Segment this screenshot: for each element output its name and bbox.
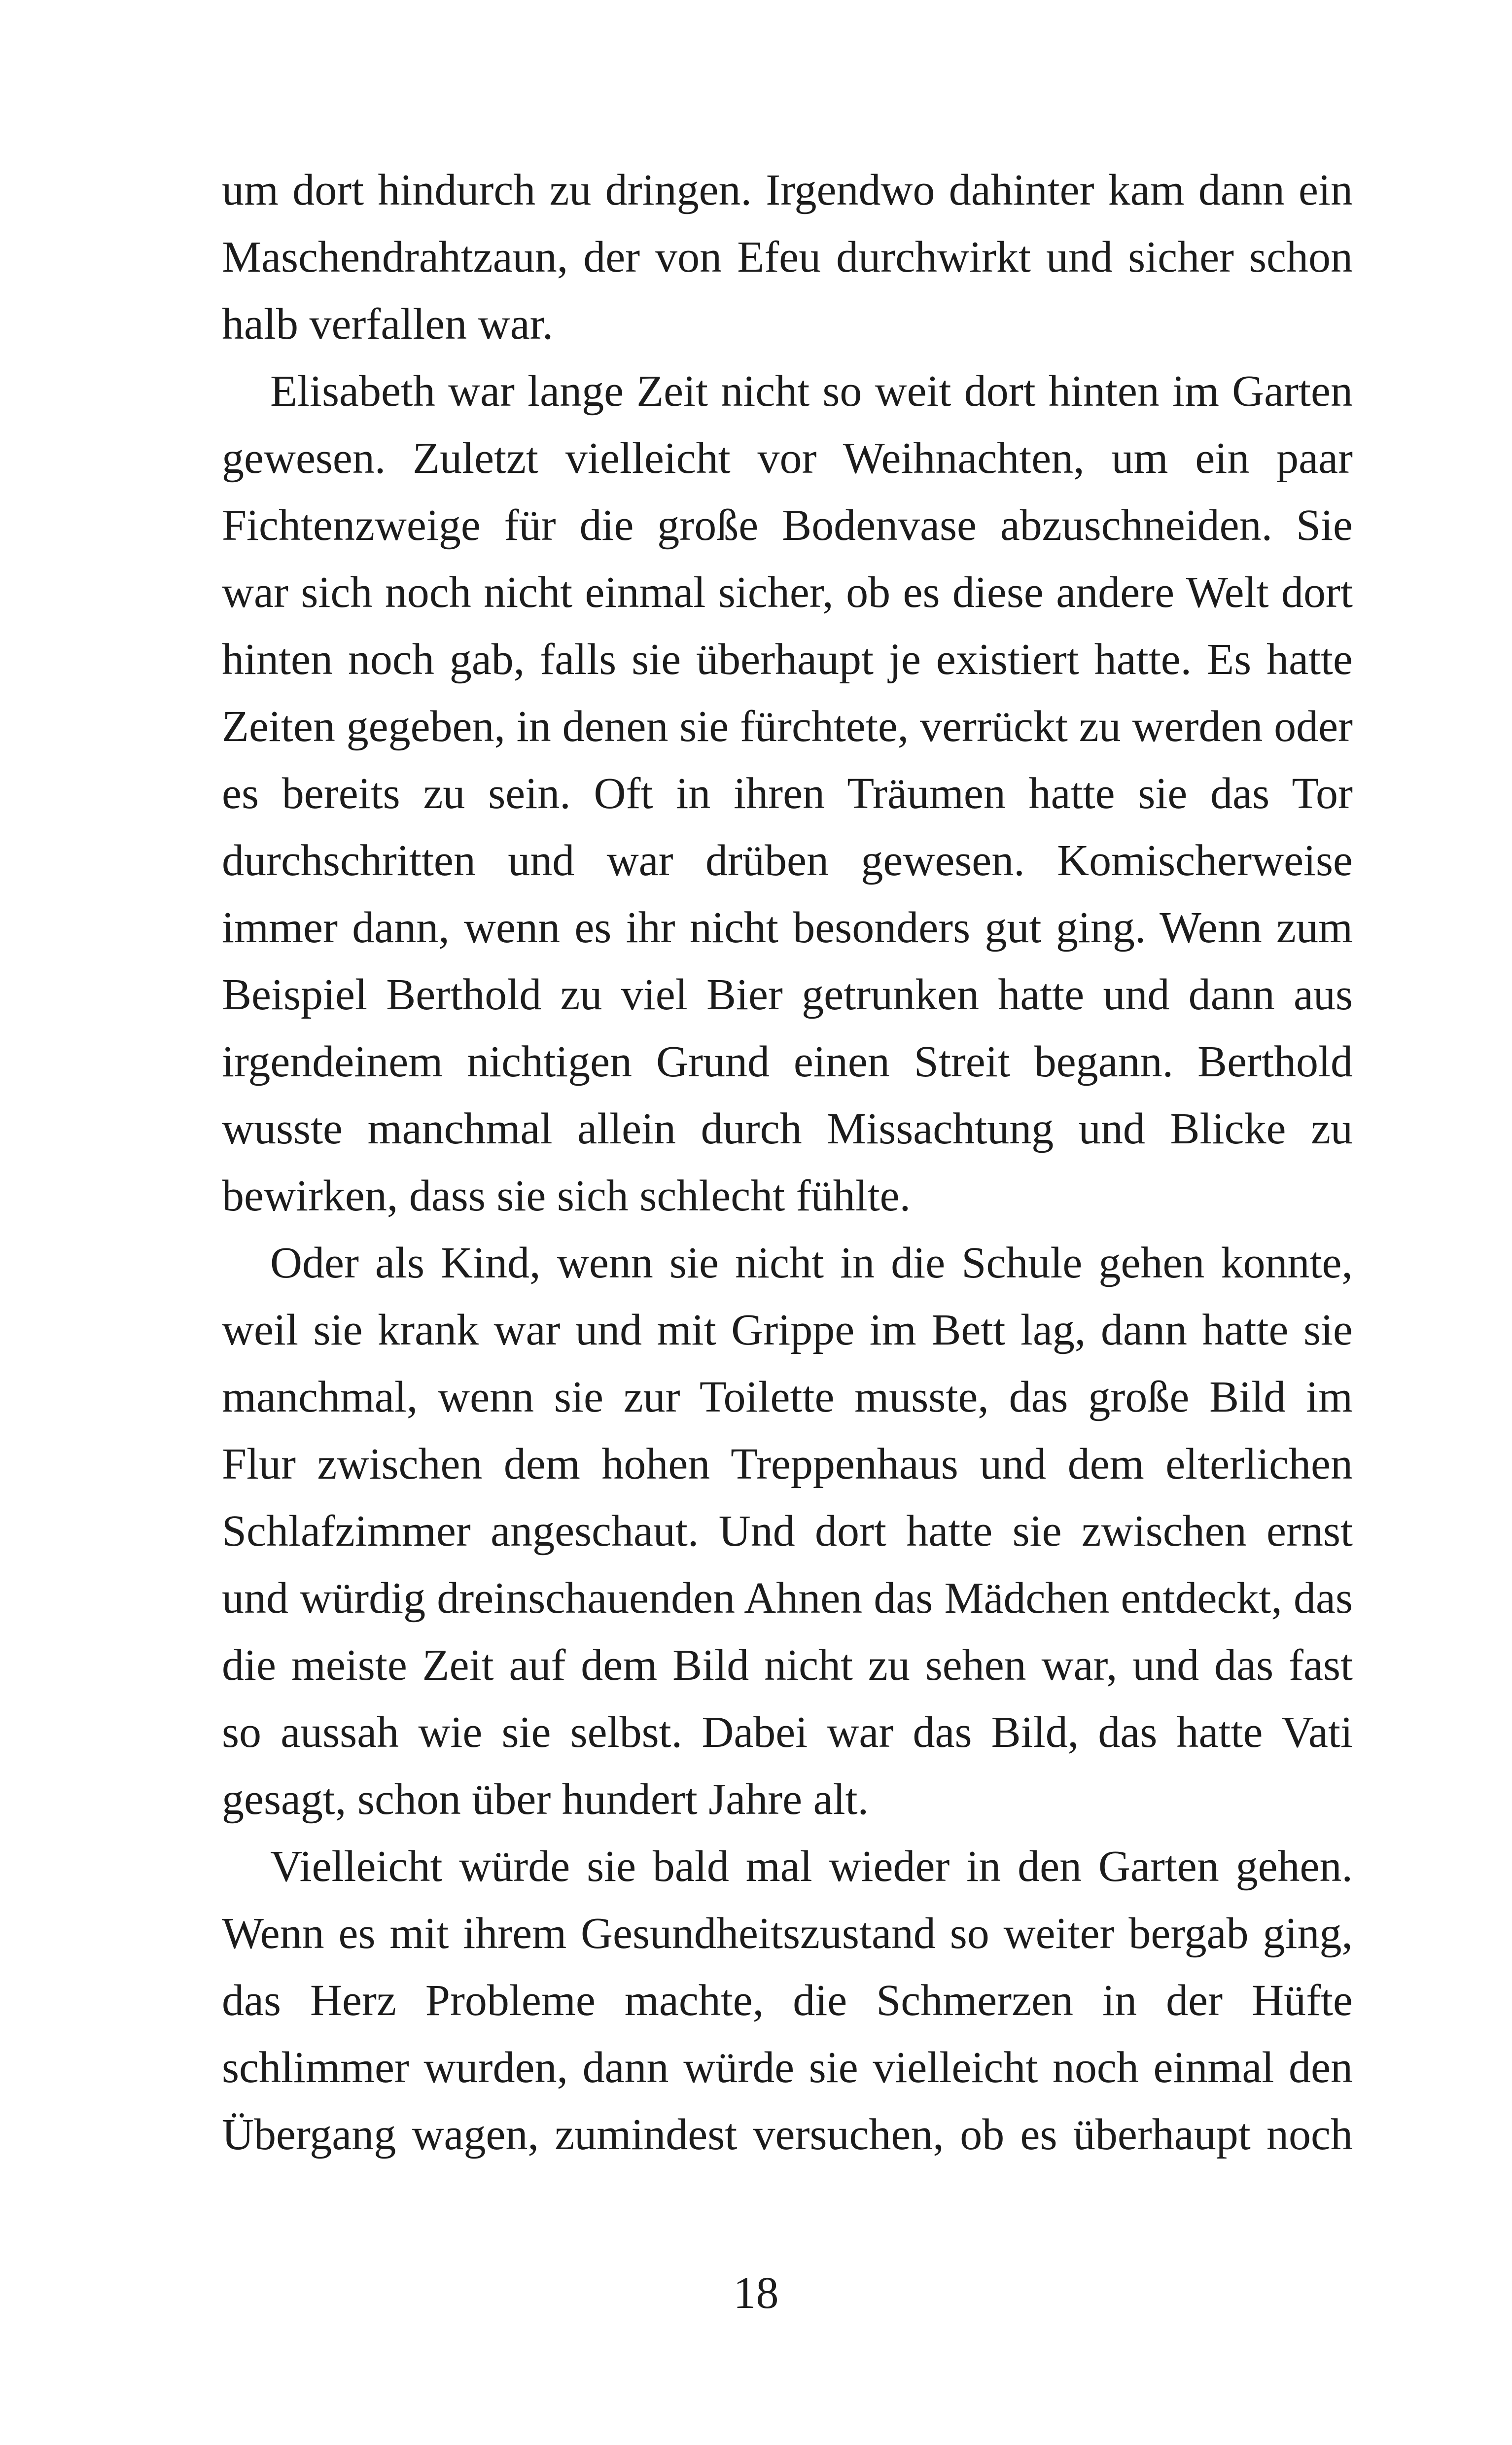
paragraph: Oder als Kind, wenn sie nicht in die Schule gehen konnte, weil sie krank war und mit Grippe im Bett lag, dann hatte sie manchmal, wenn sie zur Toilette musste, das große Bild im Flur zwischen dem hohen Treppenhaus und dem elterlichen Schlafzimmer angeschaut. Und dort hatte sie zwischen ernst und würdig dreinschauenden Ahnen das Mädchen entdeckt, das die meiste Zeit auf dem Bild nicht zu sehen war, und das fast so aussah wie sie selbst. Dabei war das Bild, das hatte Vati gesagt, schon über hundert Jahre alt.: [222, 1239, 1353, 1824]
body-text: [222, 157, 1353, 2168]
paragraph-continued: um dort hindurch zu dringen. Irgendwo dahinter kam dann ein Maschendrahtzaun, der von Efeu durchwirkt und sicher schon halb verfallen war.: [222, 166, 1353, 349]
paragraph: Elisabeth war lange Zeit nicht so weit dort hinten im Garten gewesen. Zuletzt vielleicht vor Weihnachten, um ein paar Fichtenzweige für die große Bodenvase abzuschneiden. Sie war sich noch nicht einmal sicher, ob es diese andere Welt dort hinten noch gab, falls sie überhaupt je existiert hatte. Es hatte Zeiten gegeben, in denen sie fürchtete, verrückt zu werden oder es bereits zu sein. Oft in ihren Träumen hatte sie das Tor durchschritten und war drüben gewesen. Komischerweise immer dann, wenn es ihr nicht besonders gut ging. Wenn zum Beispiel Berthold zu viel Bier getrunken hatte und dann aus irgendeinem nichtigen Grund einen Streit begann. Berthold wusste manchmal allein durch Missachtung und Blicke zu bewirken, dass sie sich schlecht fühlte.: [222, 367, 1353, 1220]
page-number: 18: [733, 2268, 779, 2318]
paragraph: Vielleicht würde sie bald mal wieder in den Garten gehen. Wenn es mit ihrem Gesundheitszustand so weiter bergab ging, das Herz Probleme machte, die Schmerzen in der Hüfte schlimmer wurden, dann würde sie vielleicht noch einmal den Übergang wagen, zumindest versuchen, ob es überhaupt noch: [222, 1842, 1353, 2159]
